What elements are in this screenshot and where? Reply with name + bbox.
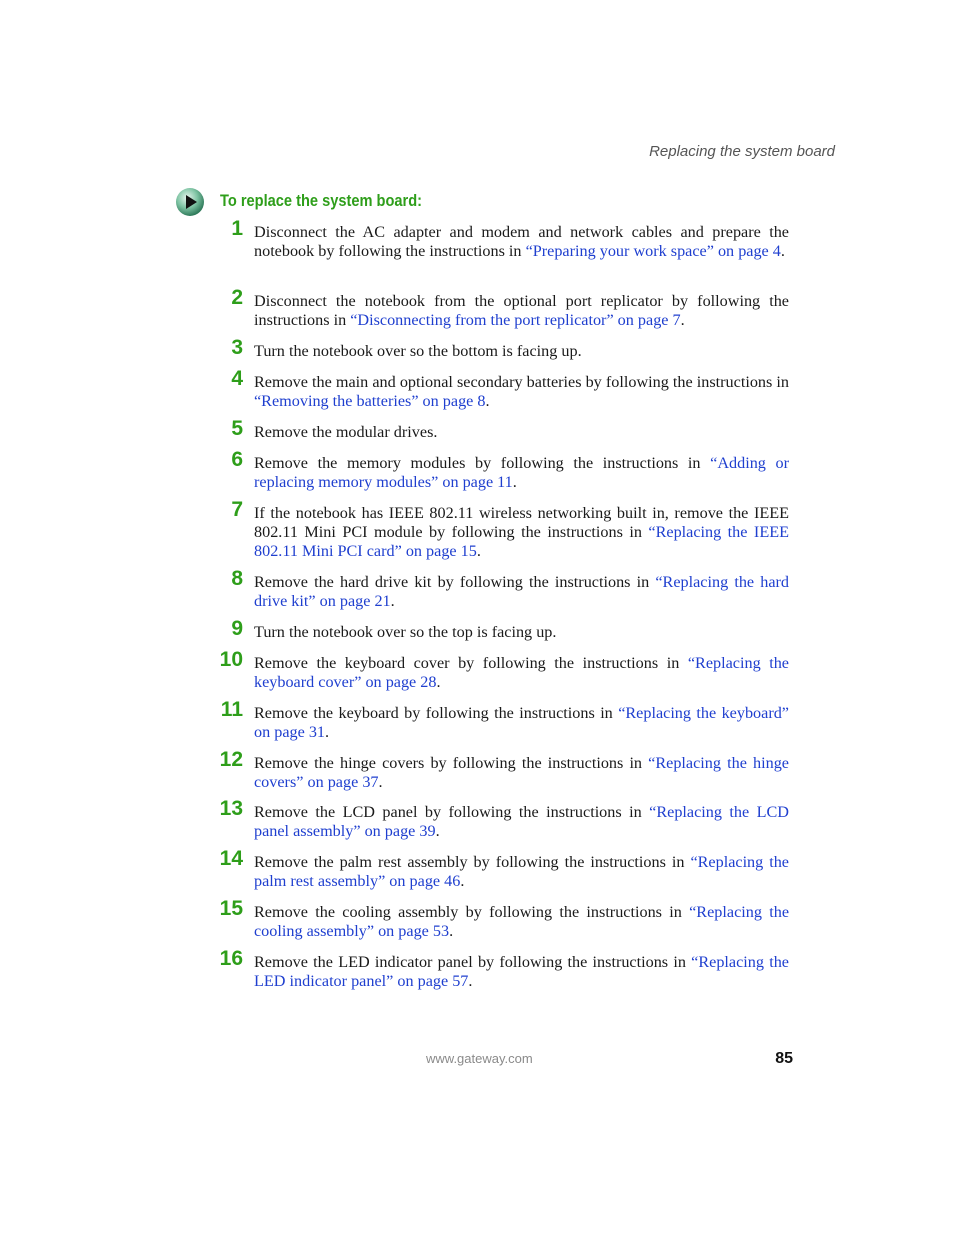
step-text [254, 292, 789, 330]
step-text [254, 953, 789, 991]
step-number: 6 [231, 448, 243, 471]
step-number: 3 [231, 336, 243, 359]
step-tail: . [476, 542, 481, 560]
step-text [254, 454, 789, 492]
step-number: 11 [220, 698, 243, 721]
running-header: Replacing the system board [649, 143, 835, 160]
cross-reference-link[interactable]: “Removing the batteries” on page 8 [254, 392, 486, 410]
step-body: Turn the notebook over so the top is facing up. [254, 623, 557, 641]
step-number: 7 [231, 498, 243, 521]
cross-reference-link[interactable]: “Replacing the hinge covers” on page 37 [254, 754, 789, 791]
step-text [254, 373, 789, 411]
step-text [254, 423, 789, 442]
step-text [254, 342, 789, 361]
cross-reference-link[interactable]: “Replacing the IEEE 802.11 Mini PCI card” on page 15 [254, 523, 789, 560]
footer-url[interactable]: www.gateway.com [426, 1051, 533, 1066]
cross-reference-link[interactable]: “Preparing your work space” on page 4 [525, 242, 781, 260]
step-number: 5 [231, 417, 243, 440]
cross-reference-link[interactable]: “Replacing the LED indicator panel” on page 57 [254, 953, 789, 990]
step-tail: . [390, 592, 395, 610]
step-text [254, 853, 789, 891]
step-body: Remove the cooling assembly by following the instructions in [254, 903, 690, 921]
step-text [254, 573, 789, 611]
procedure-title: To replace the system board: [220, 191, 423, 210]
step-tail: . [435, 822, 440, 840]
cross-reference-link[interactable]: “Replacing the keyboard cover” on page 28 [254, 654, 789, 691]
step-body: Disconnect the notebook from the optional port replicator by following the instructions in [254, 292, 789, 329]
step-tail: . [449, 922, 454, 940]
step-body: Remove the keyboard cover by following the instructions in [254, 654, 688, 672]
step-tail: . [512, 473, 517, 491]
step-text [254, 754, 789, 792]
step-number: 2 [231, 286, 243, 309]
step-text [254, 654, 789, 692]
cross-reference-link[interactable]: “Replacing the LCD panel assembly” on page 39 [254, 803, 789, 840]
step-number: 14 [219, 847, 243, 870]
step-text [254, 623, 789, 642]
step-body: Remove the palm rest assembly by following the instructions in [254, 853, 691, 871]
step-tail: . [485, 392, 490, 410]
step-number: 12 [219, 748, 243, 771]
cross-reference-link[interactable]: “Disconnecting from the port replicator” on page 7 [350, 311, 681, 329]
cross-reference-link[interactable]: “Replacing the hard drive kit” on page 21 [254, 573, 790, 610]
step-tail: . [325, 723, 330, 741]
step-number: 15 [219, 897, 243, 920]
step-number: 16 [219, 947, 243, 970]
step-body: Remove the keyboard by following the instructions in [254, 704, 619, 722]
step-tail: . [780, 242, 785, 260]
step-tail: . [460, 872, 465, 890]
step-body: Disconnect the AC adapter and modem and network cables and prepare the notebook by following the instructions in [254, 223, 789, 260]
cross-reference-link[interactable]: “Adding or replacing memory modules” on page 11 [254, 454, 790, 491]
step-number: 1 [231, 217, 243, 240]
step-tail: . [468, 972, 473, 990]
step-body: Remove the LED indicator panel by following the instructions in [254, 953, 692, 971]
step-number: 8 [231, 567, 243, 590]
cross-reference-link[interactable]: “Replacing the keyboard” on page 31 [254, 704, 789, 741]
step-body: If the notebook has IEEE 802.11 wireless networking built in, remove the IEEE 802.11 Mini PCI module by following the instructions in [254, 504, 789, 541]
step-body: Remove the hinge covers by following the instructions in [254, 754, 649, 772]
step-text [254, 803, 789, 841]
step-number: 9 [231, 617, 243, 640]
step-number: 13 [219, 797, 243, 820]
step-tail: . [378, 773, 383, 791]
step-body: Turn the notebook over so the bottom is facing up. [254, 342, 582, 360]
cross-reference-link[interactable]: “Replacing the cooling assembly” on page 53 [254, 903, 789, 940]
step-body: Remove the hard drive kit by following the instructions in [254, 573, 656, 591]
step-tail: . [436, 673, 441, 691]
cross-reference-link[interactable]: “Replacing the palm rest assembly” on page 46 [254, 853, 789, 890]
step-body: Remove the modular drives. [254, 423, 438, 441]
procedure-arrow-icon [175, 187, 205, 217]
step-text [254, 504, 789, 561]
step-text [254, 704, 789, 742]
step-text [254, 903, 789, 941]
step-number: 10 [219, 648, 243, 671]
page-number: 85 [775, 1050, 793, 1067]
step-body: Remove the main and optional secondary batteries by following the instructions in [254, 373, 789, 391]
step-body: Remove the memory modules by following the instructions in [254, 454, 711, 472]
step-body: Remove the LCD panel by following the instructions in [254, 803, 650, 821]
step-text [254, 223, 789, 261]
step-number: 4 [231, 367, 243, 390]
step-tail: . [680, 311, 685, 329]
